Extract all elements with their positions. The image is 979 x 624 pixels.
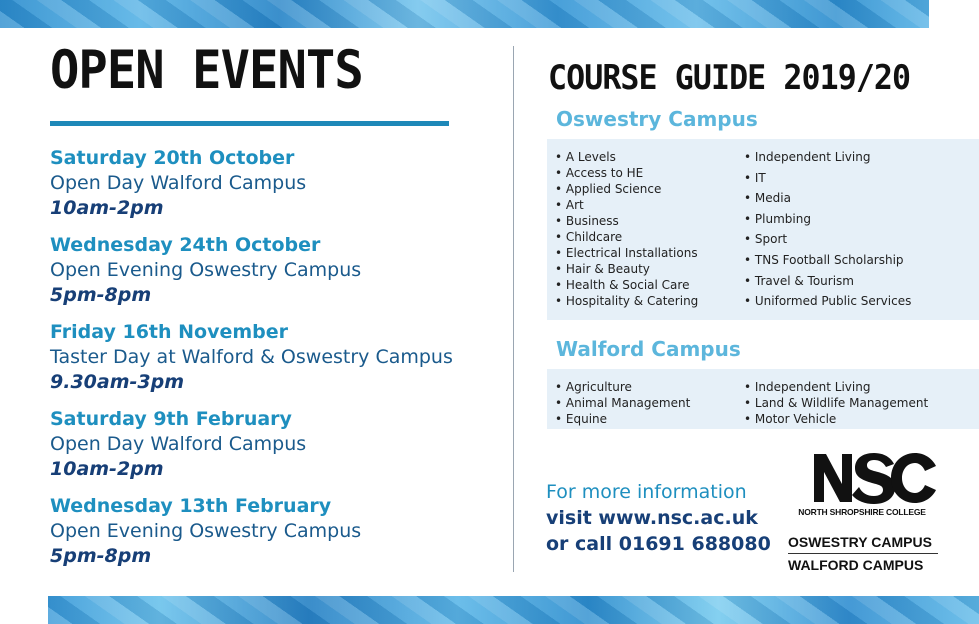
course-item: • Hair & Beauty [555, 262, 650, 276]
event-item [50, 320, 490, 395]
course-item: • Media [744, 191, 791, 206]
event-time: 10am-2pm [50, 197, 164, 219]
course-item: • Electrical Installations [555, 246, 698, 260]
course-item: • IT [744, 170, 766, 185]
course-item: • Access to HE [555, 166, 644, 180]
course-item: • TNS Football Scholarship [744, 252, 904, 267]
course-item: • Art [555, 198, 584, 212]
event-description: Open Day Walford Campus [50, 172, 307, 194]
event-date: Wednesday 24th October [50, 234, 321, 256]
watercolor-banner-top [0, 0, 929, 28]
course-item: • Equine [555, 412, 608, 426]
course-item: • Land & Wildlife Management [744, 396, 929, 410]
walford-course-list [547, 369, 979, 429]
course-item: • Animal Management [555, 396, 691, 410]
course-item: • Independent Living [744, 150, 871, 164]
course-item: • Business [555, 214, 619, 228]
event-date: Friday 16th November [50, 321, 289, 343]
course-item: • Independent Living [744, 380, 871, 394]
course-item: • Travel & Tourism [744, 273, 854, 288]
course-item: • Applied Science [555, 182, 662, 196]
event-time: 5pm-8pm [50, 284, 152, 306]
phone-number[interactable]: or call 01691 688080 [546, 533, 771, 555]
title-underline [50, 121, 449, 126]
course-item: • Uniformed Public Services [744, 294, 912, 309]
course-item: • Agriculture [555, 380, 632, 394]
events-list [50, 146, 490, 581]
event-date: Wednesday 13th February [50, 495, 332, 517]
event-description: Open Day Walford Campus [50, 433, 307, 455]
course-item: • Motor Vehicle [744, 412, 837, 426]
oswestry-campus-heading: Oswestry Campus [556, 107, 758, 131]
website-link[interactable]: visit www.nsc.ac.uk [546, 507, 758, 529]
walford-campus-heading: Walford Campus [556, 337, 741, 361]
event-item [50, 233, 490, 308]
campus-divider [788, 553, 938, 554]
contact-info [546, 479, 771, 557]
event-time: 10am-2pm [50, 458, 164, 480]
column-divider [513, 46, 514, 572]
event-time: 9.30am-3pm [50, 371, 185, 393]
info-intro: For more information [546, 481, 747, 503]
course-item: • A Levels [555, 150, 616, 164]
event-item [50, 146, 490, 221]
page-title: OPEN EVENTS [50, 40, 363, 101]
event-description: Open Evening Oswestry Campus [50, 520, 362, 542]
event-description: Open Evening Oswestry Campus [50, 259, 362, 281]
event-item [50, 494, 490, 569]
event-item [50, 407, 490, 482]
oswestry-campus-label: OSWESTRY CAMPUS [788, 534, 932, 550]
course-item: • Hospitality & Catering [555, 294, 699, 308]
event-description: Taster Day at Walford & Oswestry Campus [50, 346, 453, 368]
course-column [555, 379, 690, 427]
oswestry-course-list [547, 139, 979, 320]
course-item: • Health & Social Care [555, 278, 690, 292]
college-name: NORTH SHROPSHIRE COLLEGE [798, 507, 926, 517]
event-date: Saturday 20th October [50, 147, 295, 169]
course-column [555, 149, 698, 309]
course-column [744, 147, 911, 312]
course-item: • Childcare [555, 230, 623, 244]
course-item: • Plumbing [744, 211, 811, 226]
nsc-logo [812, 452, 938, 504]
walford-campus-label: WALFORD CAMPUS [788, 557, 924, 573]
course-guide-title: COURSE GUIDE 2019/20 [548, 58, 911, 98]
course-item: • Sport [744, 232, 788, 247]
course-column [744, 379, 928, 427]
event-time: 5pm-8pm [50, 545, 152, 567]
event-date: Saturday 9th February [50, 408, 292, 430]
watercolor-banner-bottom [48, 596, 979, 624]
